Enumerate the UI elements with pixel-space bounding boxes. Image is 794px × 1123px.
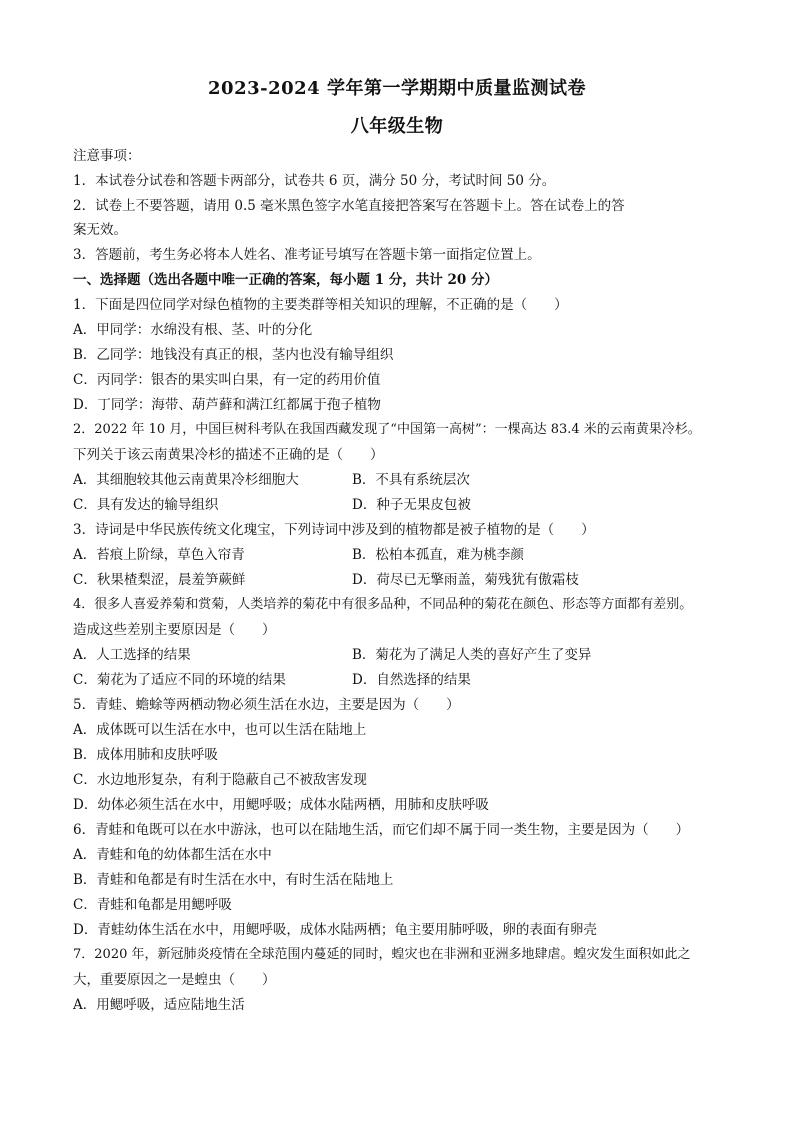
notes-heading: 注意事项： — [73, 148, 141, 164]
question-option: A．青蛙和龟的幼体都生活在水中 — [73, 847, 272, 863]
question-option: A．甲同学：水绵没有根、茎、叶的分化 — [73, 322, 313, 338]
question-option: D．幼体必须生活在水中，用鳃呼吸；成体水陆两栖，用肺和皮肤呼吸 — [73, 797, 489, 813]
question-option: A．其细胞较其他云南黄果冷杉细胞大 — [73, 472, 299, 488]
question-option: C．菊花为了适应不同的环境的结果 — [73, 672, 286, 688]
question-stem: 5．青蛙、蟾蜍等两栖动物必须生活在水边，主要是因为（ ） — [73, 697, 460, 713]
question-option: D．种子无果皮包被 — [352, 497, 471, 513]
question-option: D．青蛙幼体生活在水中，用鳃呼吸，成体水陆两栖；龟主要用肺呼吸，卵的表面有卵壳 — [73, 922, 597, 938]
question-option: A．成体既可以生活在水中，也可以生活在陆地上 — [73, 722, 367, 738]
question-stem: 4．很多人喜爱养菊和赏菊，人类培养的菊花中有很多品种，不同品种的菊花在颜色、形态等方面都有差别。 — [73, 597, 693, 612]
exam-title: 2023-2024 学年第一学期期中质量监测试卷 — [208, 78, 586, 99]
exam-subject: 八年级生物 — [350, 116, 444, 137]
question-option: B．乙同学：地钱没有真正的根，茎内也没有输导组织 — [73, 347, 394, 363]
note-item: 案无效。 — [73, 222, 127, 238]
question-stem: 3．诗词是中华民族传统文化瑰宝，下列诗词中涉及到的植物都是被子植物的是（ ） — [73, 522, 595, 538]
question-stem: 下列关于该云南黄果冷杉的描述不正确的是（ ） — [73, 447, 384, 463]
question-stem: 1．下面是四位同学对绿色植物的主要类群等相关知识的理解，不正确的是（ ） — [73, 297, 568, 313]
question-option: C．秋果楂梨涩，晨羞笋蕨鲜 — [73, 572, 246, 588]
question-option: B．成体用肺和皮肤呼吸 — [73, 747, 218, 763]
question-stem: 6．青蛙和龟既可以在水中游泳，也可以在陆地生活，而它们却不属于同一类生物，主要是因为（ ） — [73, 822, 690, 838]
question-option: A．人工选择的结果 — [73, 647, 191, 663]
question-option: B．青蛙和龟都是有时生活在水中，有时生活在陆地上 — [73, 872, 394, 888]
note-item: 2．试卷上不要答题，请用 0.5 毫米黑色签字水笔直接把答案写在答题卡上。答在试卷上的答 — [73, 198, 625, 214]
question-stem: 造成这些差别主要原因是（ ） — [73, 622, 276, 638]
question-option: C．丙同学：银杏的果实叫白果，有一定的药用价值 — [73, 372, 381, 388]
question-option: D．荷尽已无擎雨盖，菊残犹有傲霜枝 — [352, 572, 579, 588]
question-option: C．具有发达的输导组织 — [73, 497, 219, 513]
question-option: C．青蛙和龟都是用鳃呼吸 — [73, 897, 232, 913]
question-option: C．水边地形复杂，有利于隐蔽自己不被敌害发现 — [73, 772, 367, 788]
question-stem: 2．2022 年 10 月，中国巨树科考队在我国西藏发现了“中国第一高树”：一棵高达 83.4 米的云南黄果冷杉。 — [73, 422, 701, 437]
note-item: 3．答题前，考生务必将本人姓名、准考证号填写在答题卡第一面指定位置上。 — [73, 247, 541, 263]
question-option: A．用鳃呼吸，适应陆地生活 — [73, 997, 245, 1013]
question-option: D．自然选择的结果 — [352, 672, 471, 688]
section-heading: 一、选择题（选出各题中唯一正确的答案，每小题 1 分，共计 20 分） — [73, 272, 498, 288]
question-option: A．苔痕上阶绿，草色入帘青 — [73, 547, 245, 563]
question-stem: 大，重要原因之一是蝗虫（ ） — [73, 972, 276, 988]
question-stem: 7．2020 年，新冠肺炎疫情在全球范围内蔓延的同时，蝗灾也在非洲和亚洲多地肆虐。蝗灾发生面积如此之 — [73, 947, 691, 962]
question-option: B．松柏本孤直，难为桃李颜 — [352, 547, 524, 563]
question-option: B．菊花为了满足人类的喜好产生了变异 — [352, 647, 592, 663]
note-item: 1．本试卷分试卷和答题卡两部分，试卷共 6 页，满分 50 分，考试时间 50 分。 — [73, 173, 556, 189]
question-option: D．丁同学：海带、葫芦藓和满江红都属于孢子植物 — [73, 397, 381, 413]
question-option: B．不具有系统层次 — [352, 472, 470, 488]
